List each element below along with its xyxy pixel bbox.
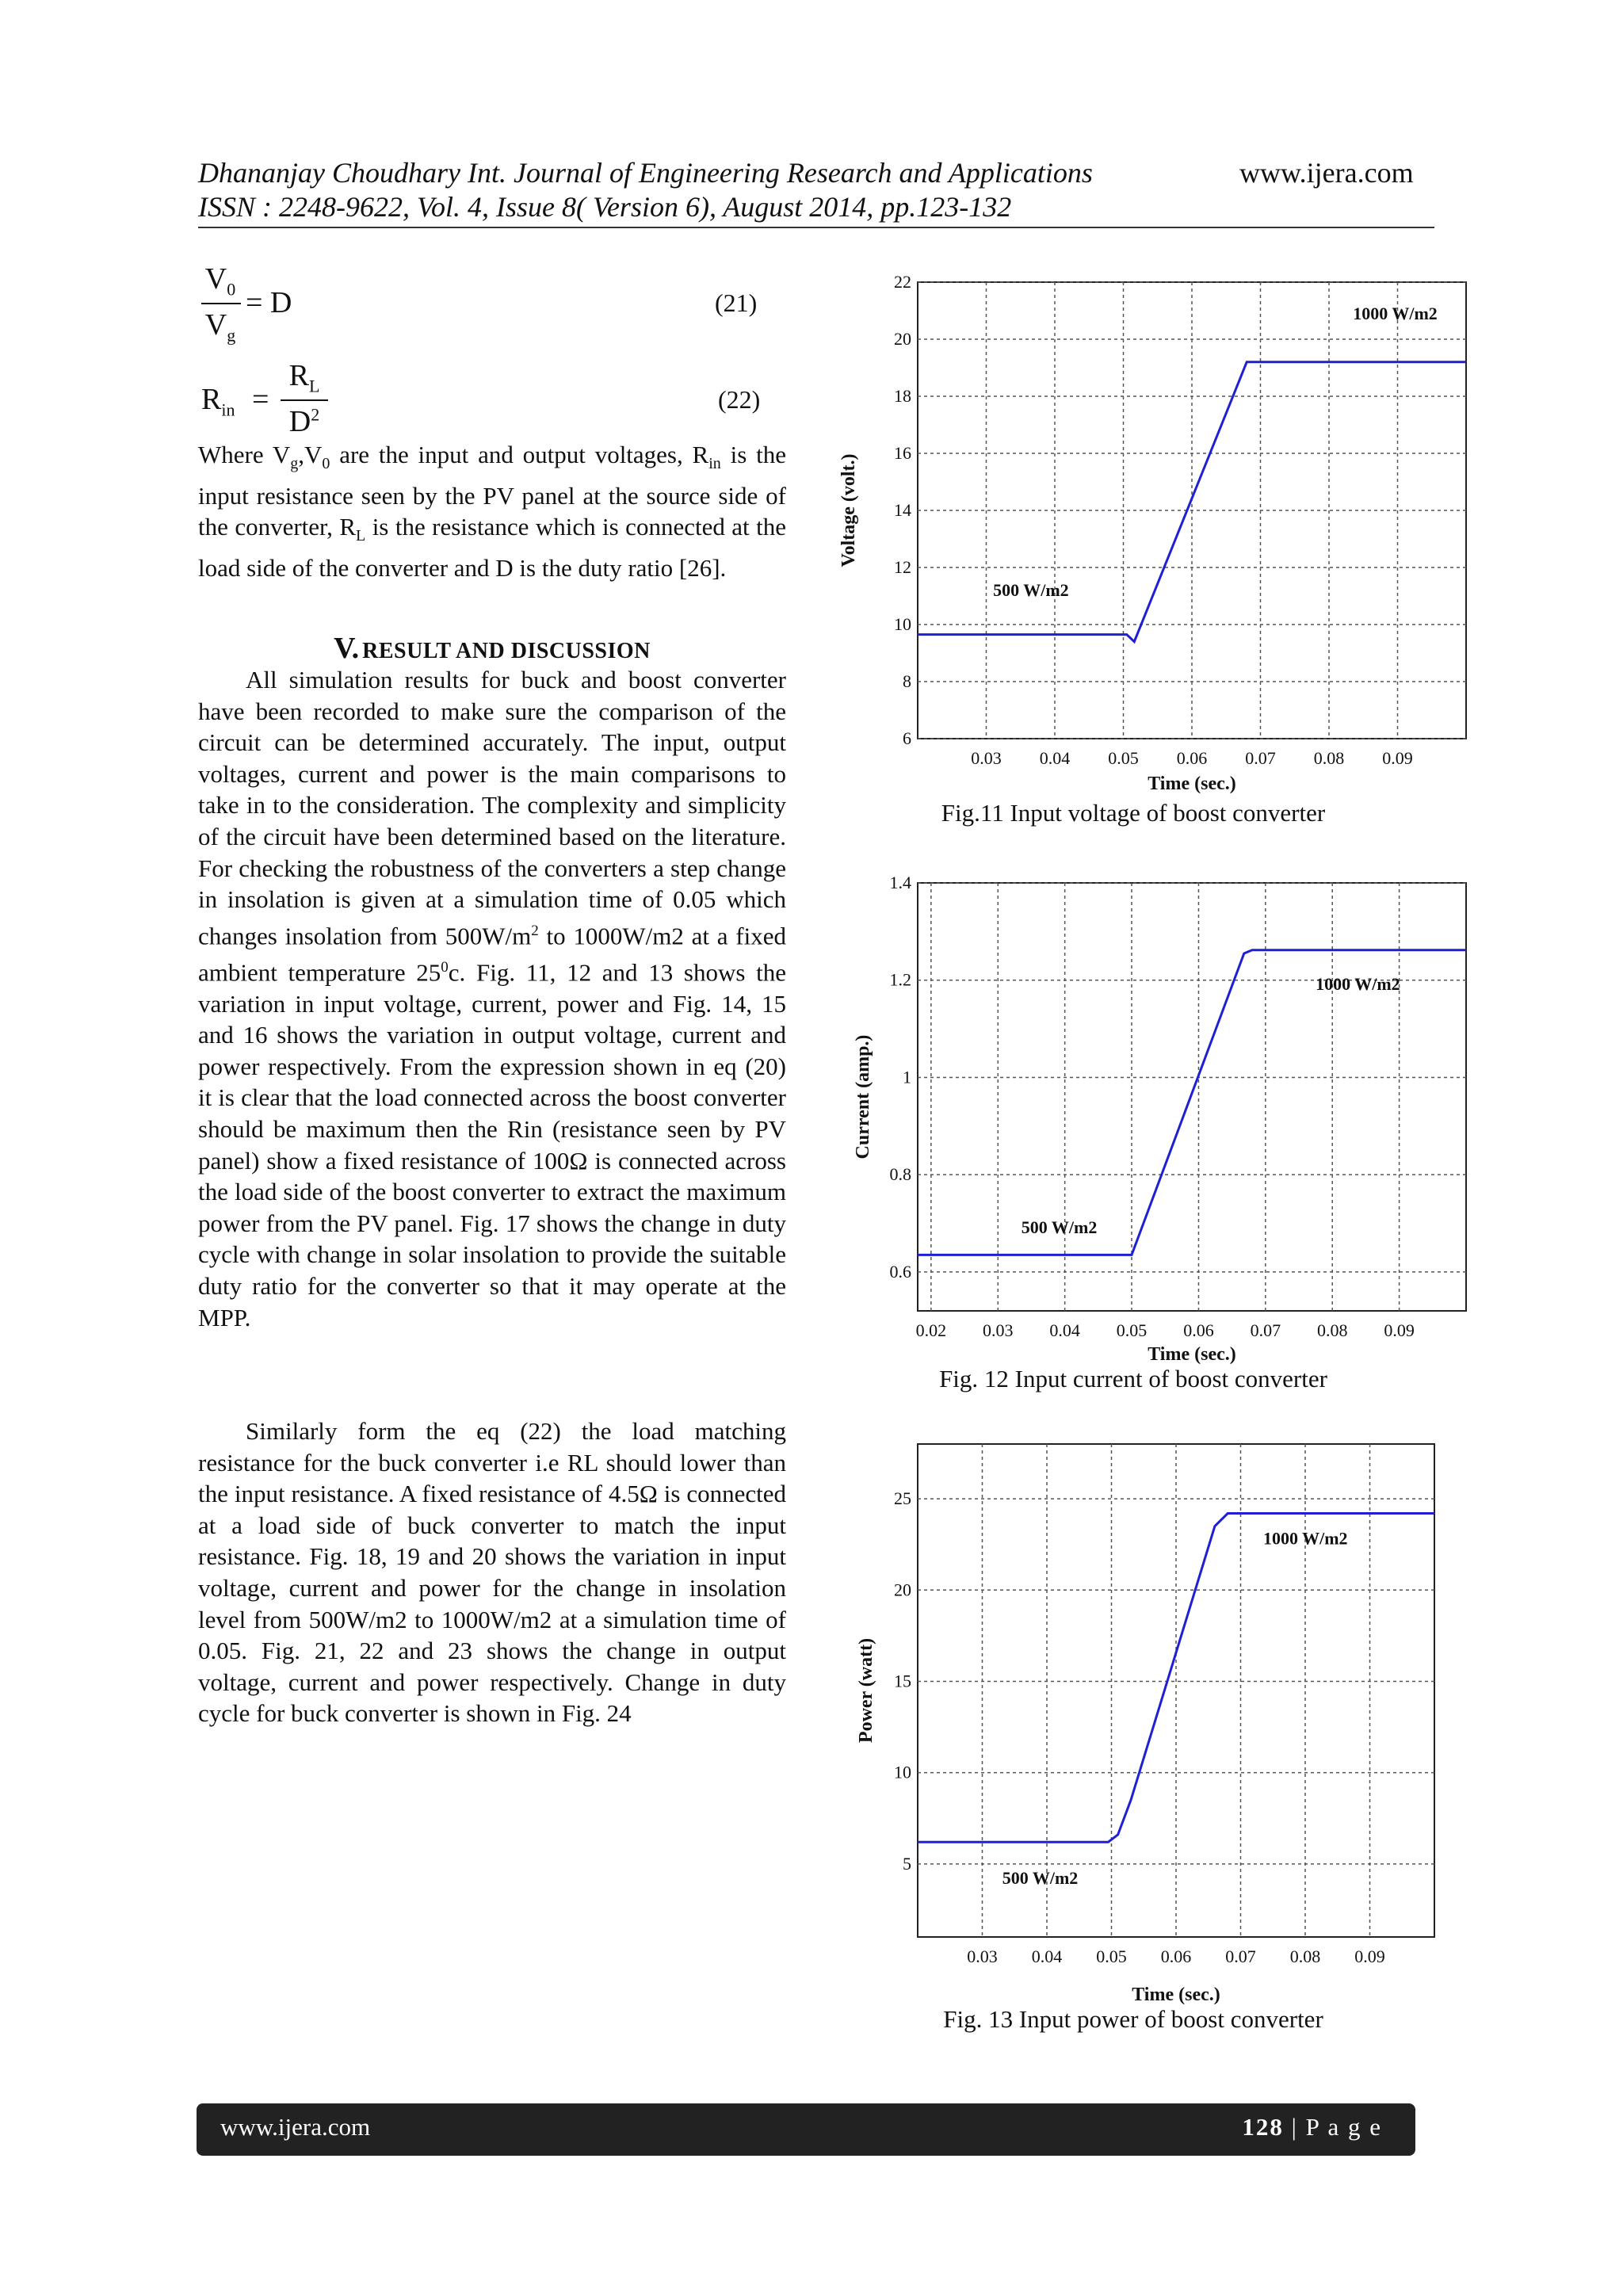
- y-tick-label: 25: [894, 1488, 911, 1509]
- y-tick-label: 5: [903, 1853, 911, 1874]
- fig12-current-chart: [824, 865, 1442, 1373]
- y-axis-label: Power (watt): [856, 1637, 876, 1744]
- y-tick-label: 15: [894, 1671, 911, 1691]
- eq22-denominator: $D^2$: [288, 404, 320, 438]
- header-rule: [198, 227, 1434, 228]
- x-tick-label: 0.06: [1160, 1946, 1192, 1966]
- y-tick-label: 0.8: [889, 1164, 911, 1185]
- series-line: [918, 1514, 1434, 1843]
- x-tick-label: 0.03: [967, 1946, 998, 1966]
- y-tick-label: 6: [903, 728, 911, 748]
- x-axis-label: Time (sec.): [1132, 1985, 1220, 2005]
- x-tick-label: 0.05: [1108, 748, 1139, 768]
- eq22-lhs: $R_{in}$: [201, 383, 235, 420]
- y-tick-label: 10: [894, 614, 911, 634]
- x-tick-label: 0.04: [1031, 1946, 1063, 1966]
- eq21-rhs: = D: [246, 286, 292, 319]
- y-tick-label: 0.6: [889, 1261, 911, 1282]
- fig13-power-chart: [824, 1427, 1442, 2013]
- y-tick-label: 10: [894, 1762, 911, 1782]
- fig11-caption: Fig.11 Input voltage of boost converter: [941, 799, 1326, 827]
- y-tick-label: 16: [894, 443, 911, 463]
- x-tick-label: 0.02: [915, 1320, 947, 1340]
- section-number: V.: [334, 632, 360, 665]
- insolation-annotation: 1000 W/m2: [1353, 303, 1438, 323]
- eq21-denominator: $V_g$: [204, 308, 236, 346]
- insolation-annotation: 500 W/m2: [1002, 1868, 1079, 1889]
- eq22-equals: =: [252, 383, 269, 416]
- x-tick-label: 0.05: [1096, 1946, 1127, 1966]
- y-tick-label: 22: [894, 272, 911, 292]
- y-tick-label: 18: [894, 386, 911, 406]
- y-tick-label: 1.4: [889, 873, 911, 892]
- fig12-caption: Fig. 12 Input current of boost converter: [939, 1365, 1327, 1392]
- x-tick-label: 0.07: [1225, 1946, 1256, 1966]
- x-axis-label: Time (sec.): [1148, 1344, 1236, 1365]
- results-paragraph-1: All simulation results for buck and boost converter have been recorded to make sure the comparison of the circuit can be determined accurately. The input, output voltages, current and power is the main comparisons to take in to the consideration. The complexity and simplicity of the circuit have been determined based on the literature. For checking the robustness of the converters a step change in insolation is given at a simulation time of 0.05 which changes insolation from $500W/m^2$ to 1000W/m2 at a fixed ambient temperature $25^0c$. Fig. 11, 12 and 13 shows the variation in input voltage, current, power and Fig. 14, 15 and 16 shows the variation in output voltage, current and power respectively. From the expression shown in eq (20) it is clear that the load connected across the boost converter should be maximum then the Rin (resistance seen by PV panel) show a fixed resistance of 100Ω is connected across the load side of the boost converter to extract the maximum power from the PV panel. Fig. 17 shows the change in duty cycle with change in solar insolation to provide the suitable duty ratio for the converter so that it may operate at the MPP.: [198, 666, 787, 1331]
- x-tick-label: 0.05: [1116, 1320, 1148, 1340]
- y-tick-label: 20: [894, 1580, 911, 1600]
- y-tick-label: 1.2: [889, 969, 911, 990]
- y-tick-label: 1: [903, 1067, 911, 1087]
- section-heading: [198, 631, 786, 666]
- footer-page-number: 128 | P a g e: [1242, 2113, 1382, 2141]
- x-tick-label: 0.09: [1384, 1320, 1415, 1340]
- x-tick-label: 0.08: [1289, 1946, 1321, 1966]
- results-paragraph-2: Similarly form the eq (22) the load matching resistance for the buck converter i.e RL should lower than the input resistance. A fixed resistance of 4.5Ω is connected at a load side of buck converter to match the input resistance. Fig. 18, 19 and 20 shows the variation in input voltage, current and power for the change in insolation level from 500W/m2 to 1000W/m2 at a simulation time of 0.05. Fig. 21, 22 and 23 shows the change in output voltage, current and power respectively. Change in duty cycle for buck converter is shown in Fig. 24: [198, 1417, 786, 1728]
- equation-22: [201, 358, 772, 445]
- eq21-fraction-bar: [201, 303, 241, 304]
- insolation-annotation: 1000 W/m2: [1316, 974, 1400, 994]
- page-footer: [197, 2103, 1415, 2156]
- fig11-voltage-chart: [824, 262, 1442, 800]
- insolation-annotation: 500 W/m2: [993, 580, 1069, 600]
- x-tick-label: 0.04: [1039, 748, 1071, 768]
- eq22-numerator: $R_L$: [288, 359, 320, 396]
- x-axis-label: Time (sec.): [1148, 774, 1236, 794]
- where-paragraph: Where $V_g,V_0$ are the input and output voltages, $R_{in}$ is the input resistance seen by the PV panel at the source side of the converter, $R_L$ is the resistance which is connected at the load side of the converter and D is the duty ratio [26].: [198, 441, 786, 583]
- y-tick-label: 8: [903, 671, 911, 691]
- x-tick-label: 0.08: [1316, 1320, 1348, 1340]
- equation-21: [201, 262, 772, 349]
- insolation-annotation: 500 W/m2: [1021, 1217, 1098, 1237]
- x-tick-label: 0.04: [1049, 1320, 1080, 1340]
- journal-url[interactable]: www.ijera.com: [1239, 157, 1414, 189]
- y-axis-label: Voltage (volt.): [838, 453, 859, 567]
- eq21-numerator: $V_0$: [204, 262, 236, 300]
- y-tick-label: 20: [894, 329, 911, 349]
- eq21-number: (21): [715, 288, 758, 317]
- footer-url[interactable]: www.ijera.com: [220, 2113, 371, 2141]
- y-axis-label: Current (amp.): [853, 1034, 873, 1159]
- x-tick-label: 0.09: [1382, 748, 1413, 768]
- fig13-caption: Fig. 13 Input power of boost converter: [943, 2005, 1323, 2033]
- running-header-line1: Dhananjay Choudhary Int. Journal of Engineering Research and Applications: [198, 157, 1093, 189]
- y-tick-label: 14: [894, 500, 911, 520]
- x-tick-label: 0.03: [971, 748, 1002, 768]
- x-tick-label: 0.03: [983, 1320, 1014, 1340]
- plot-frame: [918, 883, 1466, 1311]
- series-line: [918, 950, 1466, 1255]
- eq22-fraction-bar: [281, 399, 328, 401]
- x-tick-label: 0.09: [1354, 1946, 1385, 1966]
- insolation-annotation: 1000 W/m2: [1263, 1528, 1348, 1549]
- x-tick-label: 0.06: [1176, 748, 1208, 768]
- x-tick-label: 0.06: [1183, 1320, 1214, 1340]
- x-tick-label: 0.07: [1245, 748, 1276, 768]
- running-header-line2: ISSN : 2248-9622, Vol. 4, Issue 8( Version 6), August 2014, pp.123-132: [198, 191, 1012, 223]
- eq22-number: (22): [718, 385, 761, 414]
- section-title: RESULT AND DISCUSSION: [362, 639, 651, 663]
- x-tick-label: 0.08: [1313, 748, 1345, 768]
- x-tick-label: 0.07: [1250, 1320, 1281, 1340]
- y-tick-label: 12: [894, 557, 911, 577]
